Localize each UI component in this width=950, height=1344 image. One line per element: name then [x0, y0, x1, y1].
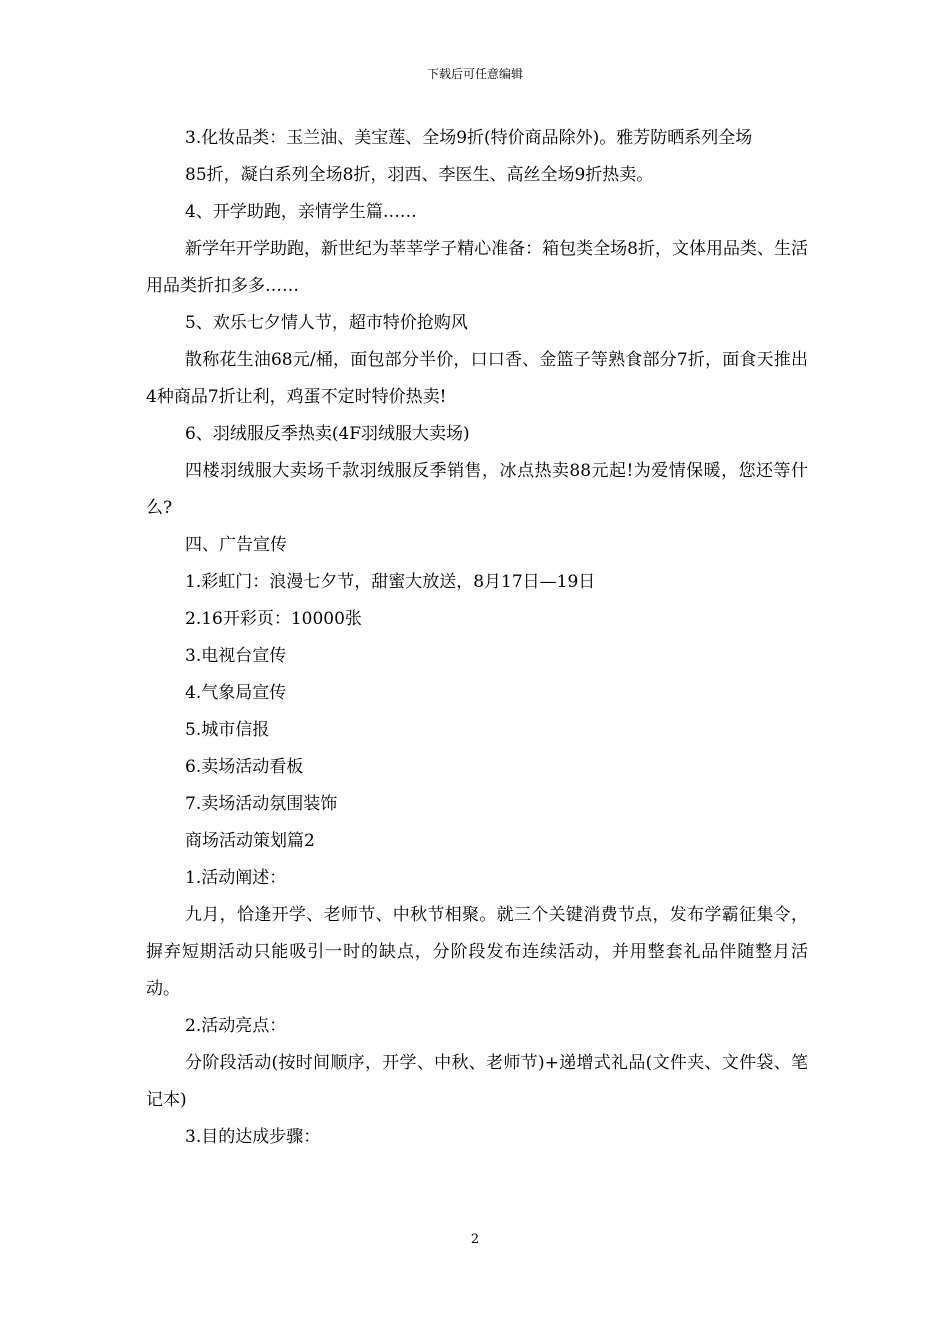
page-number: 2: [470, 1232, 480, 1247]
paragraph-heading-highlights: 2.活动亮点：: [185, 1016, 287, 1036]
list-item-city-news: 5.城市信报: [185, 720, 270, 740]
document-body: [146, 120, 808, 1156]
paragraph-heading-description: 1.活动阐述：: [185, 868, 287, 888]
paragraph-supermarket-offers: 散称花生油68元/桶，面包部分半价，口口香、金篮子等熟食部分7折，面食天推出4种商品7折让利，鸡蛋不定时特价热卖!: [146, 350, 808, 407]
paragraph-description: 九月，恰逢开学、老师节、中秋节相聚。就三个关键消费节点，发布学霸征集令，摒弃短期活动只能吸引一时的缺点，分阶段发布连续活动，并用整套礼品伴随整月活动。: [146, 905, 808, 999]
article-title-part2: 商场活动策划篇2: [185, 831, 315, 851]
page-header: 下载后可任意编辑: [426, 67, 523, 81]
section-heading-advertising: 四、广告宣传: [185, 535, 287, 555]
list-item-tv: 3.电视台宣传: [185, 646, 287, 666]
list-item-rainbow-gate: 1.彩虹门：浪漫七夕节，甜蜜大放送，8月17日—19日: [185, 572, 596, 592]
paragraph-heading-school: 4、开学助跑，亲情学生篇……: [185, 202, 417, 222]
paragraph-school-offers: 新学年开学助跑，新世纪为莘莘学子精心准备：箱包类全场8折，文体用品类、生活用品类折扣多多……: [146, 239, 808, 296]
list-item-color-flyer: 2.16开彩页：10000张: [185, 609, 362, 629]
list-item-decoration: 7.卖场活动氛围装饰: [185, 794, 338, 814]
paragraph-heading-steps: 3.目的达成步骤：: [185, 1127, 321, 1147]
paragraph-cosmetics: 3.化妆品类：玉兰油、美宝莲、全场9折(特价商品除外)。雅芳防晒系列全场: [185, 128, 753, 148]
paragraph-cosmetics-discounts: 85折，凝白系列全场8折，羽西、李医生、高丝全场9折热卖。: [185, 165, 654, 185]
paragraph-heading-down-jacket: 6、羽绒服反季热卖(4F羽绒服大卖场): [185, 424, 470, 444]
paragraph-down-jacket-offers: 四楼羽绒服大卖场千款羽绒服反季销售，冰点热卖88元起!为爱情保暖，您还等什么?: [146, 461, 808, 518]
paragraph-highlights: 分阶段活动(按时间顺序，开学、中秋、老师节)+递增式礼品(文件夹、文件袋、笔记本): [146, 1053, 808, 1110]
list-item-weather-bureau: 4.气象局宣传: [185, 683, 287, 703]
list-item-board: 6.卖场活动看板: [185, 757, 304, 777]
paragraph-heading-qixi: 5、欢乐七夕情人节，超市特价抢购风: [185, 313, 468, 333]
